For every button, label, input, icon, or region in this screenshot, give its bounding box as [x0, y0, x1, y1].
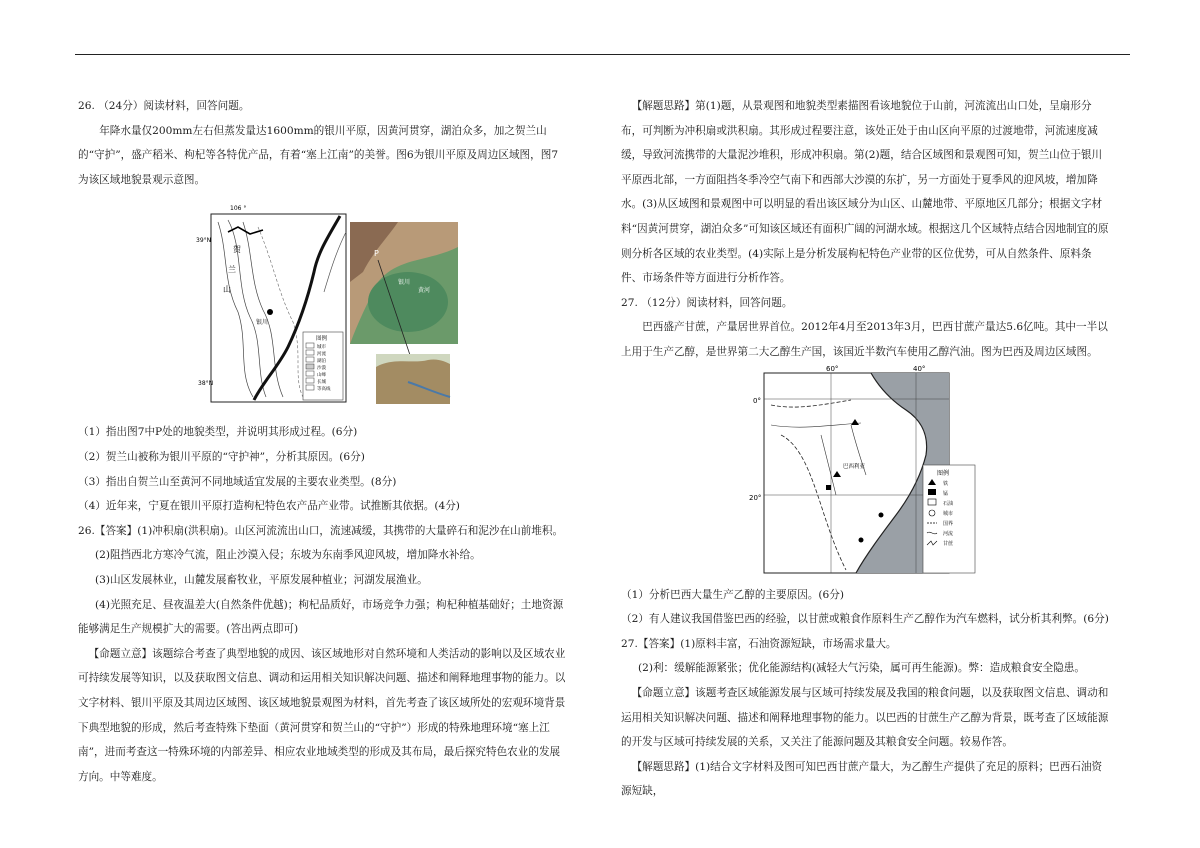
- map2-legend-title: 图例: [937, 469, 950, 477]
- q27-sub2: （2）有人建议我国借鉴巴西的经验，以甘蔗或粮食作原料生产乙醇作为汽车燃料，试分析其利弊。(6分): [621, 613, 1109, 626]
- q26-answer-2: (2)阻挡西北方寒冷气流，阻止沙漠入侵；东坡为东南季风迎风坡，增加降水补给。: [94, 549, 481, 562]
- q26-sub1: （1）指出图7中P处的地貌类型，并说明其形成过程。(6分): [78, 426, 358, 439]
- legend-item-0: 城市: [317, 345, 326, 351]
- map2-lat-top: 0°: [753, 396, 761, 405]
- left-column: [78, 94, 566, 789]
- legend-item-6: 等高线: [317, 387, 331, 393]
- q26-sub3: （3）指出自贺兰山至黄河不同地域适宜发展的主要农业类型。(8分): [78, 475, 397, 488]
- map2-legend-4: 国界: [943, 520, 954, 527]
- map2-legend-5: 河流: [943, 530, 954, 537]
- q26-solution-idea: 【解题思路】第(1)题，从景观图和地貌类型素描图看该地貌位于山前，河流流出山口处，呈扇形分布，可判断为冲积扇或洪积扇。其形成过程要注意，该处正处于由山区向平原的过渡地带，河流速度减缓，导致河流携带的大量泥沙堆积，形成冲积扇。第(2)题，结合区域图和景观图可知，贺兰山位于银川平原西北部，一方面阻挡冬季冷空气南下和西部大沙漠的东扩，另一方面处于夏季风的迎风坡，增加降水。(3)从区域图和景观图中可以明显的看出该区域分为山区、山麓地带、平原地区几部分；根据文字材料“因黄河贯穿，湖泊众多”可知该区域还有面积广阔的河湖水域。根据这几个区域特点结合因地制宜的原则分析各区域的农业类型。(4)实际上是分析发展枸杞特色产业带的区位优势，可从自然条件、原料条件、市场条件等方面进行分析作答。: [621, 100, 1109, 285]
- q26-answer-3: (3)山区发展林业，山麓发展畜牧业，平原发展种植业；河湖发展渔业。: [94, 573, 428, 586]
- photo-label-river: 黄河: [418, 287, 431, 295]
- q26-sub2: （2）贺兰山被称为银川平原的“守护神”，分析其原因。(6分): [78, 450, 365, 463]
- map2-legend-2: 石油: [943, 500, 954, 507]
- legend-title: 图例: [316, 336, 328, 343]
- map-label-he: 贺: [233, 245, 241, 255]
- map2-legend-1: 锰: [943, 490, 949, 497]
- right-column: [621, 94, 1109, 804]
- map2-lat-bottom: 20°: [749, 493, 762, 502]
- map-label-city: 银川: [256, 319, 269, 327]
- brazil-map-svg: [621, 365, 1109, 583]
- yinchuan-map: [196, 205, 346, 402]
- map2-legend-3: 城市: [943, 510, 954, 517]
- header-rule: [75, 54, 1130, 55]
- legend-item-2: 湖泊: [317, 359, 326, 365]
- q26-answer-head: 26.【答案】(1)冲积扇(洪积扇)。山区河流流出山口，流速减缓，其携带的大量碎石和泥沙在山前堆积。: [78, 524, 564, 537]
- landscape-photo: [350, 222, 458, 404]
- q27-material: 巴西盛产甘蔗，产量居世界首位。2012年4月至2013年3月，巴西甘蔗产量达5.6亿吨。其中一半以上用于生产乙醇，是世界第二大乙醇生产国，该国近半数汽车使用乙醇汽油。图为巴西及周边区域图。: [621, 321, 1108, 358]
- legend-item-3: 沙漠: [317, 366, 326, 372]
- brazil-map-figure: [621, 365, 1109, 583]
- legend-item-1: 河流: [317, 352, 326, 358]
- q27-answer-2: (2)利：缓解能源紧张；优化能源结构(减轻大气污染，属可再生能源)。弊：造成粮食安全隐患。: [637, 662, 1085, 675]
- legend-item-5: 长城: [317, 380, 326, 386]
- figure-6-7: [78, 192, 566, 420]
- map2-lon-right: 40°: [913, 364, 926, 373]
- map-label-shan: 山: [223, 285, 231, 295]
- figure-svg: [78, 192, 566, 420]
- q27-sub1: （1）分析巴西大量生产乙醇的主要原因。(6分): [621, 588, 845, 601]
- q27-intent: 【命题立意】该题考查区域能源发展与区域可持续发展及我国的粮食问题，以及获取图文信息、调动和运用相关知识解决问题、描述和阐释地理事物的能力。以巴西的甘蔗生产乙醇为背景，既考查了区域能源的开发与区域可持续发展的关系，又关注了能源问题及其粮食安全问题。较易作答。: [621, 686, 1109, 749]
- map2-legend-0: 铁: [943, 480, 949, 487]
- map-lat-bottom: 38°N: [198, 380, 214, 388]
- q26-sub4: （4）近年来，宁夏在银川平原打造枸杞特色农产品产业带。试推断其依据。(4分): [78, 500, 460, 513]
- q27-answer-head: 27.【答案】(1)原料丰富，石油资源短缺，市场需求量大。: [621, 637, 897, 650]
- map2-city-label: 巴西利亚: [843, 463, 866, 470]
- photo-label-lake: 银川: [398, 279, 411, 287]
- map2-legend-6: 甘蔗: [943, 540, 954, 547]
- q26-material: 年降水量仅200mm左右但蒸发量达1600mm的银川平原，因黄河贯穿，湖泊众多，加之贺兰山的“守护”，盛产稻米、枸杞等各特优产品，有着“塞上江南”的美誉。图6为银川平原及周边区域图，图7为该区域地貌景观示意图。: [78, 124, 559, 186]
- q26-intent: 【命题立意】该题综合考查了典型地貌的成因、该区域地形对自然环境和人类活动的影响以及区域农业可持续发展等知识，以及获取图文信息、调动和运用相关知识解决问题、描述和阐释地理事物的能力。以文字材料、银川平原及其周边区域图、该区域地貌景观图为材料，首先考查了该区域所处的宏观环境背景下典型地貌的形成，然后考查特殊下垫面（黄河贯穿和贺兰山的“守护”）形成的特殊地理环境“塞上江南”，进而考查这一特殊环境的内部差异、相应农业地域类型的形成及其布局，最后探究特色农业的发展方向。中等难度。: [78, 647, 566, 783]
- q27-heading: 27. （12分）阅读材料，回答问题。: [621, 296, 793, 309]
- map-label-lan: 兰: [228, 265, 236, 275]
- q26-heading: 26. （24分）阅读材料，回答问题。: [78, 100, 250, 112]
- q27-solution-idea: 【解题思路】(1)结合文字材料及图可知巴西甘蔗产量大，为乙醇生产提供了充足的原料；巴西石油资源短缺，: [621, 760, 1103, 798]
- map2-lon-left: 60°: [826, 364, 839, 373]
- map-lat-top: 39°N: [196, 237, 212, 245]
- map-top-lon: 106 °: [230, 205, 247, 213]
- legend-item-4: 山峰: [317, 373, 326, 379]
- photo-label-p: P: [374, 249, 379, 259]
- q26-answer-4: (4)光照充足、昼夜温差大(自然条件优越)；枸杞品质好，市场竞争力强；枸杞种植基础好；土地资源能够满足生产规模扩大的需要。(答出两点即可): [78, 598, 564, 636]
